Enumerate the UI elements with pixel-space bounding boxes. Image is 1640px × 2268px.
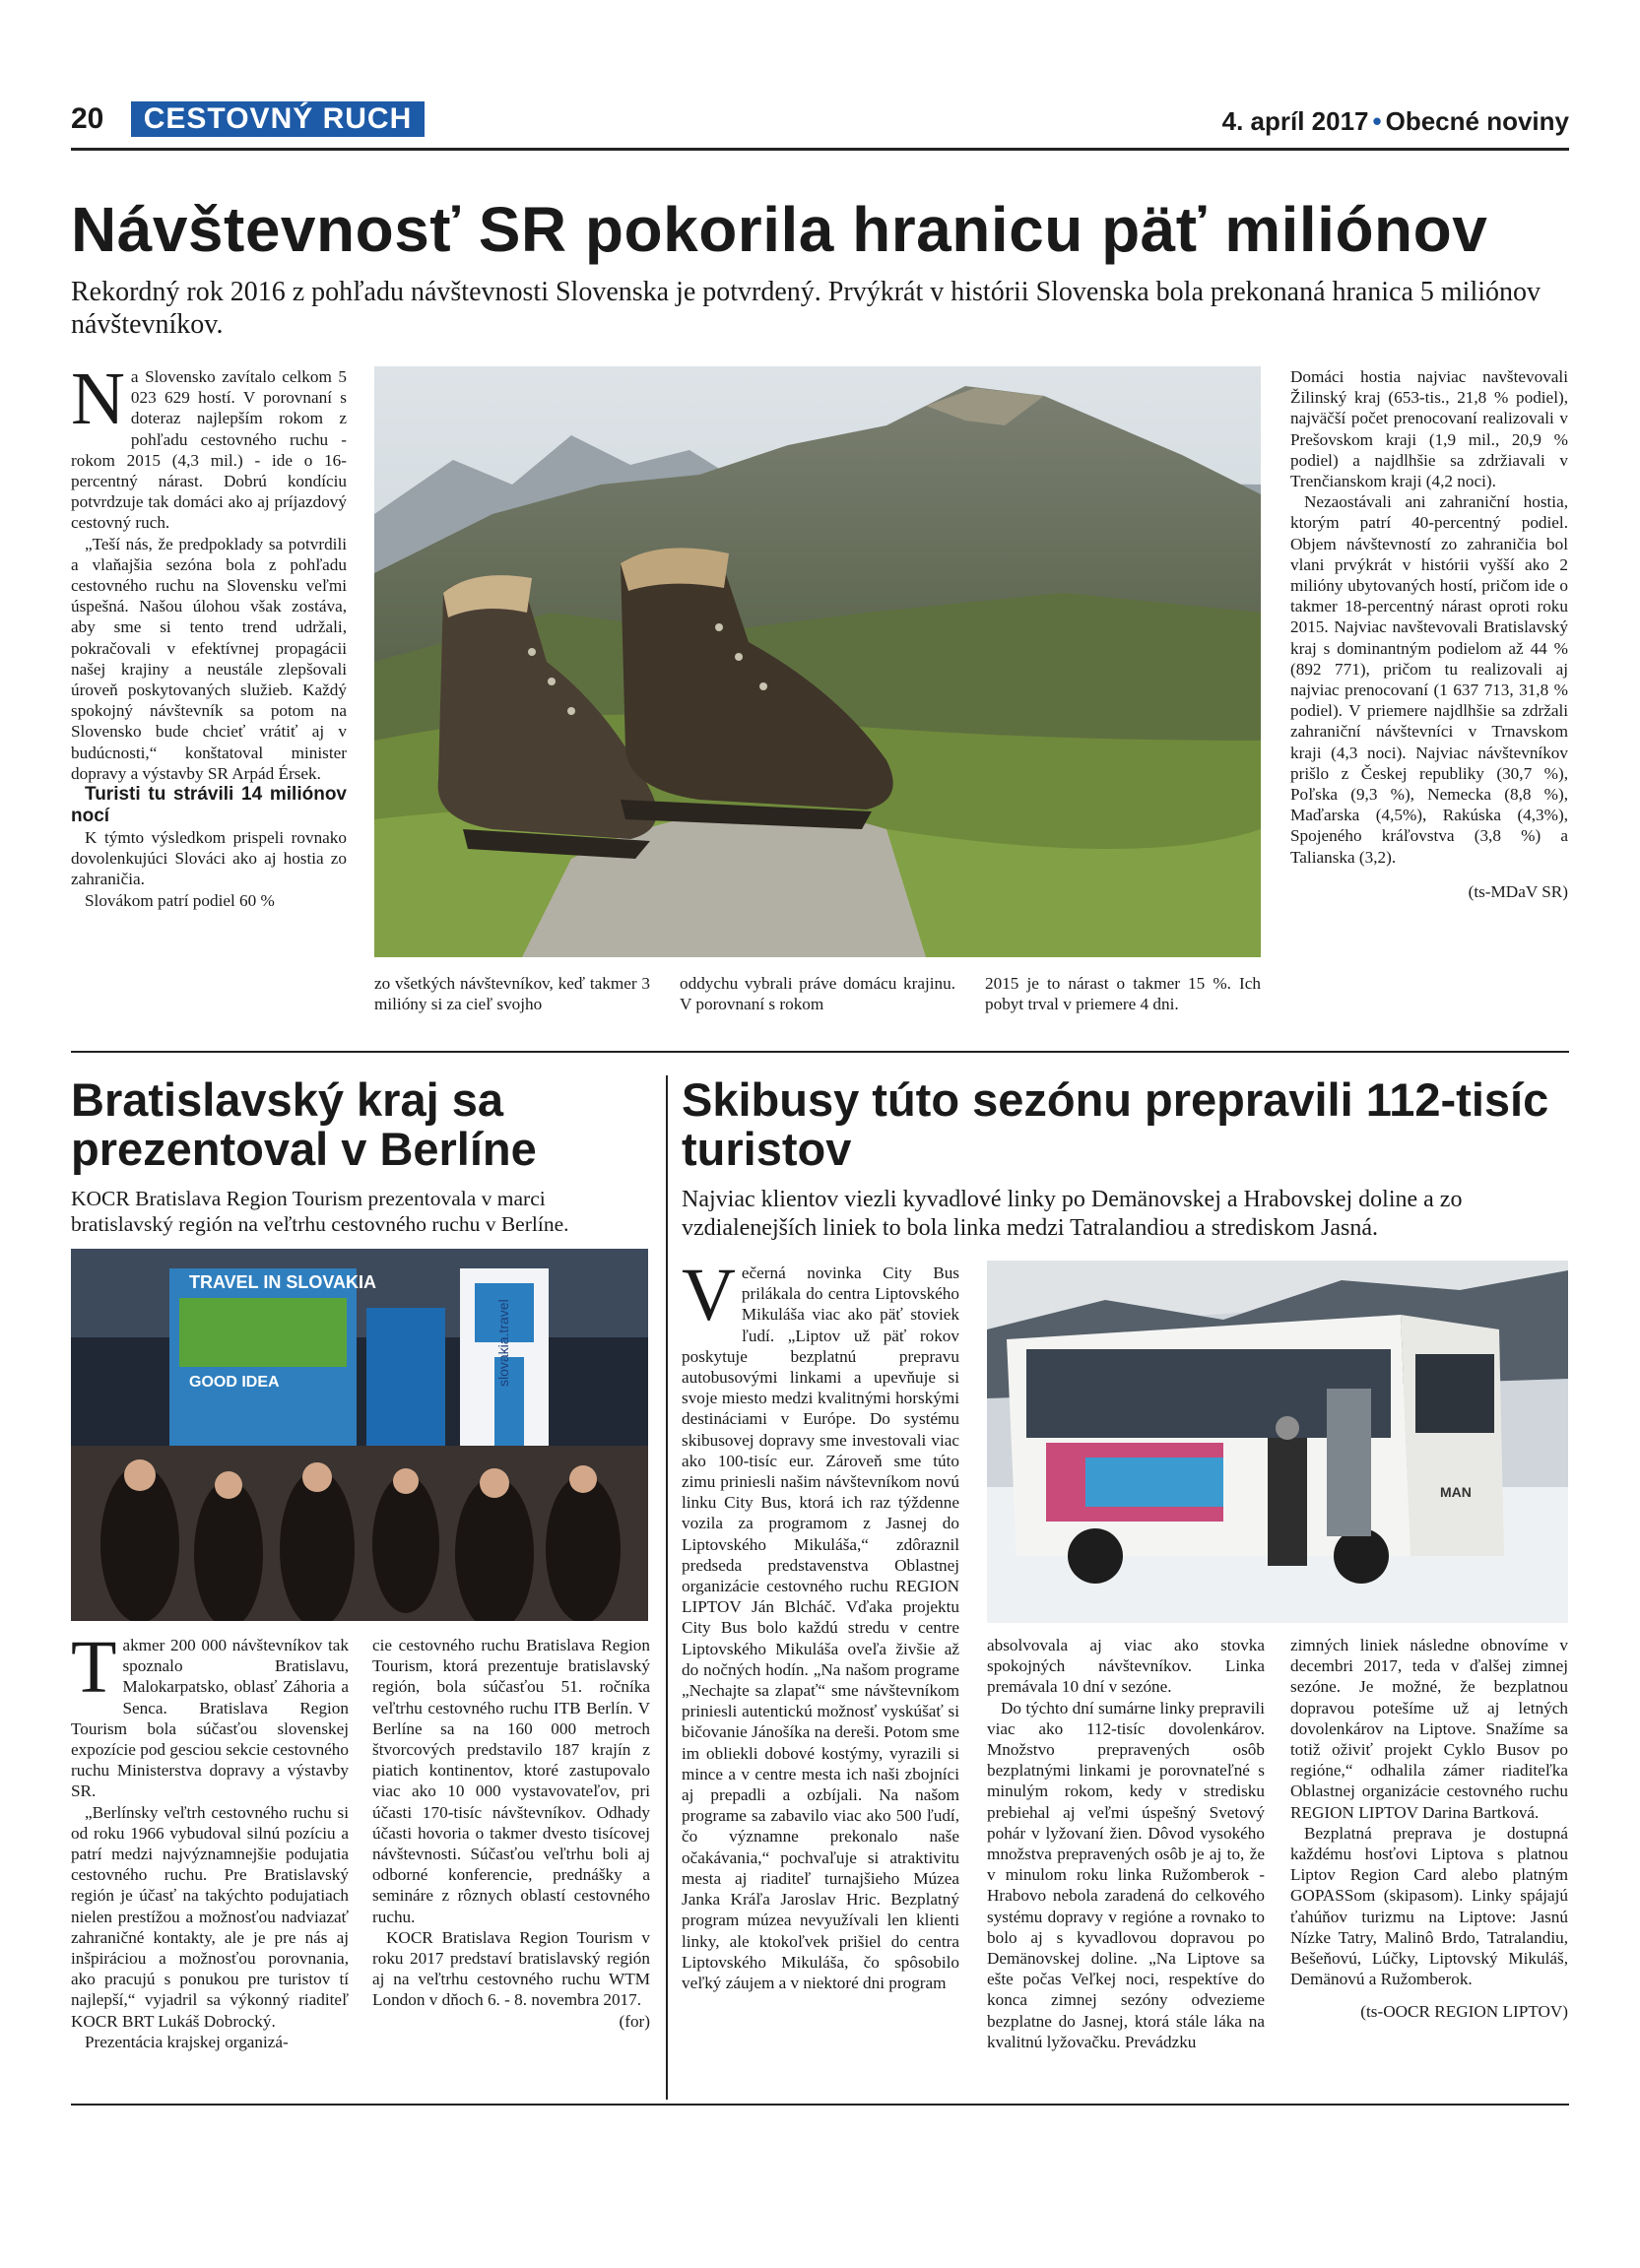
column-divider <box>666 1075 668 2100</box>
paragraph: zo všetkých návštevníkov, keď takmer 3 milióny si za cieľ svojho <box>374 974 650 1014</box>
paragraph: Do týchto dní sumárne linky prepravili viac ako 112-tisíc dovolenkárov. Množstvo prepravených osôb bezplatnými linkami je porovnateľné s minulým rokom, kedy v stredisku prebiehal aj veľmi úspešný Svetový pohár v lyžovaní žien. Dôvod vysokého množstva prepravených osôb je aj to, že v minulom roku linka Ružomberok - Hrabovo nebola zaradená do celkového systému dopravy v regióne a rovnako to bolo aj s kyvadlovou dopravou po Demänovskej doline. „Na Liptove sa ešte počas Veľkej noci, respektíve do konca zimnej sezóny odvezieme bezplatne do Jasnej, ktorá stále láka na kvalitnú lyžovačku. Prevádzku <box>987 1698 1265 2051</box>
article1-title: Návštevnosť SR pokorila hranicu päť miliónov <box>71 194 1488 265</box>
dropcap: V <box>682 1254 736 1336</box>
paragraph: akmer 200 000 návštevníkov tak spoznalo Bratislavu, Malokarpatsko, oblasť Záhoria a Senca. Bratislava Region Tourism bola súčasťou slovenskej expozície pod gesciou sekcie cestovného ruchu Ministerstva dopravy a výstavby SR. <box>71 1636 349 1801</box>
paragraph: Slovákom patrí podiel 60 % <box>85 890 275 910</box>
skibus-photo <box>987 1261 1568 1623</box>
paragraph: Prezentácia krajskej organizá- <box>85 2032 289 2051</box>
booth-sign-text: slovakia.travel <box>495 1299 511 1387</box>
article1-column-3 <box>680 973 955 1014</box>
section-label: CESTOVNÝ RUCH <box>131 101 425 137</box>
paragraph: KOCR Bratislava Region Tourism v roku 2017 predstaví bratislavský región aj na veľtrhu cestovného ruchu WTM London v dňoch 6. - 8. novembra 2017. <box>372 1927 650 2010</box>
article3-credit: (ts-OOCR REGION LIPTOV) <box>1360 2002 1568 2022</box>
article1-column-5 <box>1290 366 1568 902</box>
paragraph: oddychu vybrali práve domácu krajinu. V porovnaní s rokom <box>680 974 955 1014</box>
issue-date: 4. apríl 2017 <box>1221 106 1369 136</box>
dropcap: T <box>71 1626 117 1709</box>
section-divider <box>71 1051 1569 1053</box>
article2-title: Bratislavský kraj sa prezentoval v Berlíne <box>71 1073 537 1175</box>
article1-column-4 <box>985 973 1261 1014</box>
article1-column-2 <box>374 973 650 1014</box>
paragraph: „Berlínsky veľtrh cestovného ruchu si od roku 1966 vybudoval silnú pozíciu a patrí medzi najvýznamnejšie podujatia cestovného ruchu. Pre Bratislavský región je účasť na takýchto podujatiach nielen prestížou a možnosťou nadviazať zahraničné kontakty, ale je pre nás aj inšpiráciou a možnosťou porovnania, ako pracujú s ponukou pre turistov tí najlepší,“ vyjadril sa výkonný riaditeľ KOCR BRT Lukáš Dobrocký. <box>71 1802 349 2031</box>
article2-lede: KOCR Bratislava Region Tourism prezentovala v marci bratislavský región na veľtrhu cestovného ruchu v Berlíne. <box>71 1187 569 1236</box>
paragraph: cie cestovného ruchu Bratislava Region Tourism, ktorá prezentuje bratislavský región, bola súčasťou 51. ročníka veľtrhu cestovného ruchu ITB Berlín. V Berlíne sa na 160 000 metroch štvorcových predstavilo 187 krajín z piatich kontinentov, ktoré zastupovalo viac ako 10 000 vystavovateľov, pri účasti 170-tisíc návštevníkov. Odhady účasti hovoria o takmer dvesto tisícovej návštevnosti. Súčasťou veľtrhu boli aj odborné konferencie, prednášky a semináre z rôznych oblastí cestovného ruchu. <box>372 1636 650 1926</box>
article3-column-1 <box>682 1254 959 1993</box>
page-number: 20 <box>71 102 104 135</box>
article2-column-2 <box>372 1635 650 2032</box>
footer-rule <box>71 2104 1569 2106</box>
paragraph: ečerná novinka City Bus prilákala do centra Liptovského Mikuláša viac ako päť stoviek ľudí. „Liptov už päť rokov poskytuje bezplatnú prepravu autobusovými linkami a upevňuje si svoje miesto medzi kvalitnými horskými destináciami v Európe. Do systému skibusovej dopravy sme investovali viac ako 100-tisíc eur. Zároveň sme túto zimu priniesli našim návštevníkom novú linku City Bus, ktorá ich raz týždenne vozila za programom z Jasnej do Liptovského Mikuláša,“ zdôraznil predseda predstavenstva Oblastnej organizácie cestovného ruchu REGION LIPTOV Ján Blcháč. Vďaka projektu City Bus bolo každú stredu v centre Liptovského Mikuláša oveľa živšie až do nočných hodín. „Na našom programe „Nechajte sa zlapať“ sme návštevníkom priniesli autentickú možnosť vyskúšať si bičovanie Jánošíka na dereši. Potom sme im obliekli dobové kostýmy, vyrazili si mince a v centre mesta ich naši zbojníci aj prepadli a ozbíjali. Na našom programe sa zabavilo viac ako 500 ľudí, čo významne prekonalo naše očakávania,“ pochvaľuje si atraktivitu mesta aj riaditeľ turnajšieho Múzea Janka Kráľa Jaroslav Hric. Bezplatný program múzea nevyužívali len klienti linky, ale ktokoľvek prišiel do centra Liptovského Mikuláša, čo spôsobilo veľký záujem a v niektoré dni program <box>682 1264 959 1992</box>
booth-sign-text: TRAVEL IN SLOVAKIA <box>189 1272 377 1292</box>
paragraph: absolvovala aj viac ako stovka spokojných návštevníkov. Linka premávala 10 dní v sezóne. <box>987 1636 1265 1697</box>
bullet-icon: • <box>1372 106 1382 136</box>
paragraph: a Slovensko zavítalo celkom 5 023 629 hostí. V porovnaní s doteraz najlepším rokom z pohľadu cestovného ruchu - rokom 2015 (4,3 mil.) - ide o 16-percentný nárast. Dobrú kondíciu potvrdzuje tak domáci ako aj príjazdový cestovný ruch. <box>71 367 347 533</box>
article3-lede: Najviac klientov viezli kyvadlové linky po Demänovskej a Hrabovskej doline a zo vzdialenejších liniek to bola linka medzi Tatralandiou a strediskom Jasná. <box>682 1187 1463 1241</box>
bus-badge-text: MAN <box>1440 1484 1472 1500</box>
dateline <box>1222 106 1569 137</box>
paragraph: „Teší nás, že predpoklady sa potvrdili a vlaňajšia sezóna bola z pohľadu cestovného ruchu na Slovensku veľmi úspešná. Našou úlohou však zostáva, aby sme si tento trend udržali, pokračovali v efektívnej propagácii našej krajiny a neustále zlepšovali úroveň poskytovaných služieb. Každý spokojný návštevník sa potom na Slovensko bude chcieť vrátiť aj v budúcnosti,“ konštatoval minister dopravy a výstavby SR Arpád Érsek. <box>71 534 347 783</box>
article1-column-1 <box>71 357 347 911</box>
article1-credit: (ts-MDaV SR) <box>1468 881 1568 901</box>
paragraph: Nezaostávali ani zahraniční hostia, ktorým patrí 40-percentný podiel. Objem návštevností zo zahraničia bol vlani prvýkrát v histórii vyšší ako 2 milióny ubytovaných hostí, pričom ide o takmer 18-percentný nárast oproti roku 2015. Najviac navštevovali Bratislavský kraj s dominantným podielom až 44 % (892 771), pričom tu realizovali aj najviac prenocovaní (1 637 713, 31,8 % podiel). V priemere najdlhšie sa zdržali zahraniční návštevníci v Trnavskom kraji (4,3 noci). Najviac návštevníkov prišlo z Českej republiky (30,7 %), Poľska (9,3 %), Nemecka (8,8 %), Maďarska (4,5%), Rakúska (4,3%), Spojeného kráľovstva (3,8 %) a Talianska (3,2). <box>1290 492 1568 867</box>
article2-column-1 <box>71 1626 349 2052</box>
article3-title: Skibusy túto sezónu prepravili 112-tisíc turistov <box>682 1073 1549 1175</box>
article3-column-2 <box>987 1635 1265 2052</box>
article2-credit: (for) <box>619 2011 650 2031</box>
berlin-fair-photo <box>71 1249 648 1621</box>
article1-lede: Rekordný rok 2016 z pohľadu návštevnosti Slovenska je potvrdený. Prvýkrát v histórii Slovenska bola prekonaná hranica 5 miliónov návštevníkov. <box>71 277 1541 340</box>
publication-name: Obecné noviny <box>1385 106 1569 136</box>
paragraph: zimných liniek následne obnovíme v decembri 2017, teda v ďalšej zimnej sezóne. Je možné, že bezplatnou dopravou potešíme už aj letných dovolenkárov na Liptove. Snažíme sa totiž oživiť projekt Cyklo Busov po regióne,“ odhalila zámer riaditeľka Oblastnej organizácie cestovného ruchu REGION LIPTOV Darina Bartková. <box>1290 1636 1568 1822</box>
subheading: Turisti tu strávili 14 miliónov nocí <box>71 784 347 827</box>
dropcap: N <box>71 357 125 440</box>
paragraph: Domáci hostia najviac navštevovali Žilinský kraj (653-tis., 21,8 % podiel), najväčší počet prenocovaní realizovali v Prešovskom kraji (1,9 mil., 20,9 % podiel) a najdlhšie sa zdržiavali v Trenčianskom kraji (4,2 noci). <box>1290 367 1568 491</box>
paragraph: K týmto výsledkom prispeli rovnako dovolenkujúci Slováci ako aj hostia zo zahraničia. <box>71 828 347 889</box>
article3-column-3 <box>1290 1635 1568 2023</box>
booth-sign-text: GOOD IDEA <box>189 1374 280 1391</box>
paragraph: 2015 je to nárast o takmer 15 %. Ich pobyt trval v priemere 4 dni. <box>985 974 1261 1014</box>
hiking-boots-photo <box>374 366 1261 957</box>
paragraph: Bezplatná preprava je dostupná každému hosťovi Liptova s platnou Liptov Region Card alebo platným GOPASSom (skipasom). Linky spájajú ťahúňov turizmu na Liptove: Jasnú Nízke Tatry, Malinô Brdo, Tatralandiu, Bešeňovú, Lúčky, Liptovský Mikuláš, Demänovú a Ružomberok. <box>1290 1823 1568 1989</box>
header-rule <box>71 148 1569 151</box>
